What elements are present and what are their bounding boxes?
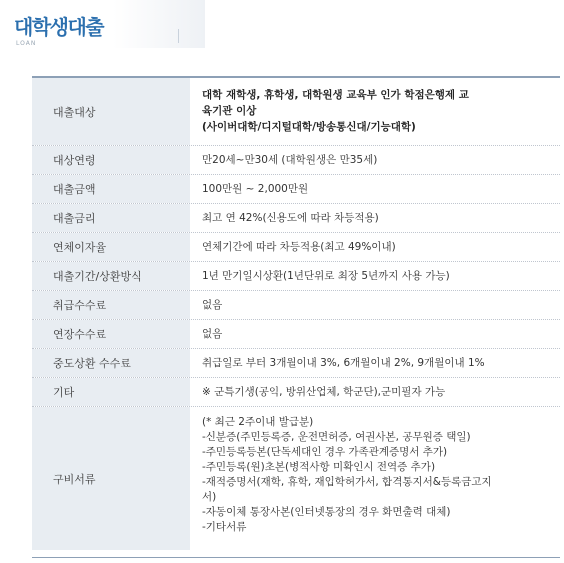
row-value-line: -자동이체 통장사본(인터넷통장의 경우 화면출력 대체): [202, 506, 451, 518]
row-label: 대상연령: [32, 146, 190, 174]
row-label: 대출금액: [32, 175, 190, 203]
row-value-line: 대학 재학생, 휴학생, 대학원생 교육부 인가 학점은행제 교: [202, 89, 469, 101]
page-subtitle: LOAN: [16, 40, 37, 47]
row-label: 대출대상: [32, 78, 190, 145]
row-value-line: -기타서류: [202, 521, 247, 533]
loan-info-table: [32, 76, 560, 558]
row-label: 구비서류: [32, 407, 190, 550]
row-value: 취급일로 부터 3개월이내 3%, 6개월이내 2%, 9개월이내 1%: [202, 356, 485, 369]
row-label: 연장수수료: [32, 320, 190, 348]
table-row-documents: [32, 407, 560, 550]
row-value-line: 육기관 이상: [202, 105, 257, 117]
row-value: 없음: [202, 298, 223, 311]
row-value: ※ 군특기생(공익, 방위산업체, 학군단),군미필자 가능: [202, 385, 446, 398]
row-value: [190, 78, 560, 145]
row-value: [190, 407, 560, 550]
row-value-line: -주민등록등본(단독세대인 경우 가족관계증명서 추가): [202, 446, 448, 458]
row-value-line: (* 최근 2주이내 발급분): [202, 416, 314, 428]
row-value-line: -신분증(주민등록증, 운전면허증, 여권사본, 공무원증 택일): [202, 431, 471, 443]
row-value-line: (사이버대학/디지털대학/방송통신대/기능대학): [202, 121, 416, 133]
row-value: 100만원 ~ 2,000만원: [202, 182, 309, 195]
row-value: 최고 연 42%(신용도에 따라 차등적용): [202, 211, 379, 224]
table-row-handling-fee: [32, 291, 560, 320]
row-value: 만20세~만30세 (대학원생은 만35세): [202, 153, 378, 166]
table-row-extension-fee: [32, 320, 560, 349]
row-label: 중도상환 수수료: [32, 349, 190, 377]
row-value: 연체기간에 따라 차등적용(최고 49%이내): [202, 240, 396, 253]
row-value: 1년 만기일시상환(1년단위로 최장 5년까지 사용 가능): [202, 269, 450, 282]
row-value-line: -주민등록(원)초본(병적사항 미확인시 전역증 추가): [202, 461, 436, 473]
row-value-line: 서): [202, 491, 217, 503]
row-value: 없음: [202, 327, 223, 340]
table-row-overdue: [32, 233, 560, 262]
row-label: 연체이자율: [32, 233, 190, 261]
page-header: [0, 0, 205, 48]
page-title: 대학생대출: [14, 15, 104, 39]
header-divider: [178, 29, 179, 43]
table-row-etc: [32, 378, 560, 407]
row-label: 대출기간/상환방식: [32, 262, 190, 290]
table-row-age: [32, 146, 560, 175]
row-label: 기타: [32, 378, 190, 406]
table-row-prepayment-fee: [32, 349, 560, 378]
table-row-target: [32, 78, 560, 146]
table-row-amount: [32, 175, 560, 204]
row-label: 대출금리: [32, 204, 190, 232]
table-row-interest: [32, 204, 560, 233]
row-value-line: -재적증명서(재학, 휴학, 재입학허가서, 합격통지서&등록금고지: [202, 476, 492, 488]
table-row-term: [32, 262, 560, 291]
row-label: 취급수수료: [32, 291, 190, 319]
